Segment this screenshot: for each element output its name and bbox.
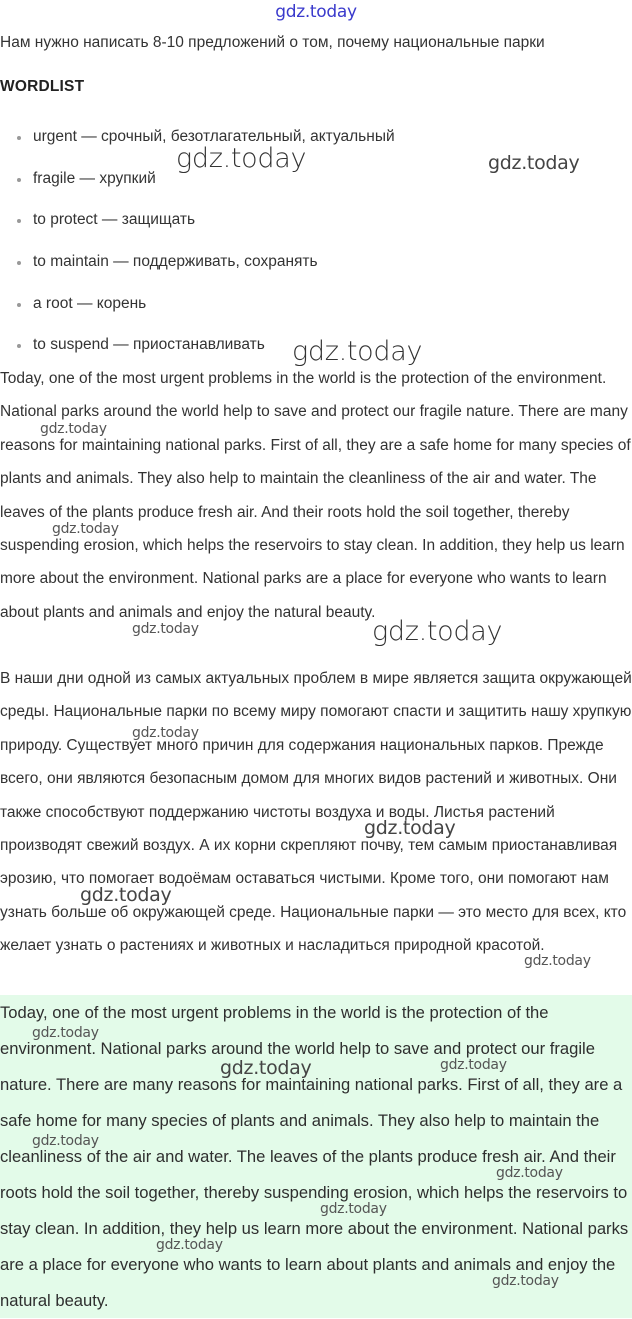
- watermark: gdz.today: [80, 884, 172, 906]
- watermark: gdz.today: [156, 1237, 223, 1253]
- watermark: gdz.today: [220, 1057, 312, 1079]
- watermark: gdz.today: [176, 143, 307, 174]
- watermark: gdz.today: [52, 521, 119, 537]
- watermark: gdz.today: [488, 152, 580, 174]
- watermark: gdz.today: [292, 336, 423, 367]
- wordlist-item: urgent — срочный, безотлагательный, актуальный: [0, 118, 632, 160]
- watermark: gdz.today: [372, 616, 503, 647]
- wordlist-item: to suspend — приостанавливать: [0, 326, 632, 368]
- watermark: gdz.today: [32, 1025, 99, 1041]
- watermark: gdz.today: [364, 817, 456, 839]
- essay-english: Today, one of the most urgent problems in the world is the protection of the environment. National parks around the world help to save and protect our fragile nature. There are many reasons for maintaining national parks. First of all, they are a safe home for many species of plants and animals. They also help to maintain the cleanliness of the air and water. The leaves of the plants produce fresh air. And their roots hold the soil together, thereby suspending erosion, which helps the reservoirs to stay clean. In addition, they help us learn more about the environment. National parks are a place for everyone who wants to learn about plants and animals and enjoy the natural beauty.: [0, 370, 631, 621]
- wordlist-title: WORDLIST: [0, 78, 85, 95]
- wordlist-item: to maintain — поддерживать, сохранять: [0, 243, 632, 285]
- watermark: gdz.today: [524, 953, 591, 969]
- watermark: gdz.today: [40, 421, 107, 437]
- answer-box: [0, 995, 632, 1318]
- watermark: gdz.today: [496, 1165, 563, 1181]
- wordlist-item: a root — корень: [0, 285, 632, 327]
- watermark: gdz.today: [492, 1273, 559, 1289]
- essay-russian: В наши дни одной из самых актуальных проблем в мире является защита окружающей среды. Национальные парки по всему миру помогают спасти и защитить нашу хрупкую природу. Существует много причин для содержания национальных парков. Прежде всего, они являются безопасным домом для многих видов растений и животных. Они также способствуют поддержанию чистоты воздуха и воды. Листья растений производят свежий воздух. А их корни скрепляют почву, тем самым приостанавливая эрозию, что помогает водоёмам оставаться чистыми. Кроме того, они помогают нам узнать больше об окружающей среде. Национальные парки — это место для всех, кто желает узнать о растениях и животных и насладиться природной красотой.: [0, 670, 632, 955]
- watermark: gdz.today: [132, 621, 199, 637]
- answer-text: Today, one of the most urgent problems in the world is the protection of the environment. National parks around the world help to save and protect our fragile nature. There are many reasons for maintaining national parks. First of all, they are a safe home for many species of plants and animals. They also help to maintain the cleanliness of the air and water. The leaves of the plants produce fresh air. And their roots hold the soil together, thereby suspending erosion, which helps the reservoirs to stay clean. In addition, they help us learn more about the environment. National parks are a place for everyone who wants to learn about plants and animals and enjoy the natural beauty.: [0, 1003, 629, 1310]
- watermark: gdz.today: [440, 1057, 507, 1073]
- task-intro: Нам нужно написать 8-10 предложений о том, почему национальные парки: [0, 34, 545, 51]
- watermark: gdz.today: [32, 1133, 99, 1149]
- watermark: gdz.today: [132, 725, 199, 741]
- site-watermark-header: gdz.today: [275, 2, 357, 22]
- wordlist-item: to protect — защищать: [0, 201, 632, 243]
- wordlist-item: fragile — хрупкий: [0, 160, 632, 202]
- watermark: gdz.today: [320, 1201, 387, 1217]
